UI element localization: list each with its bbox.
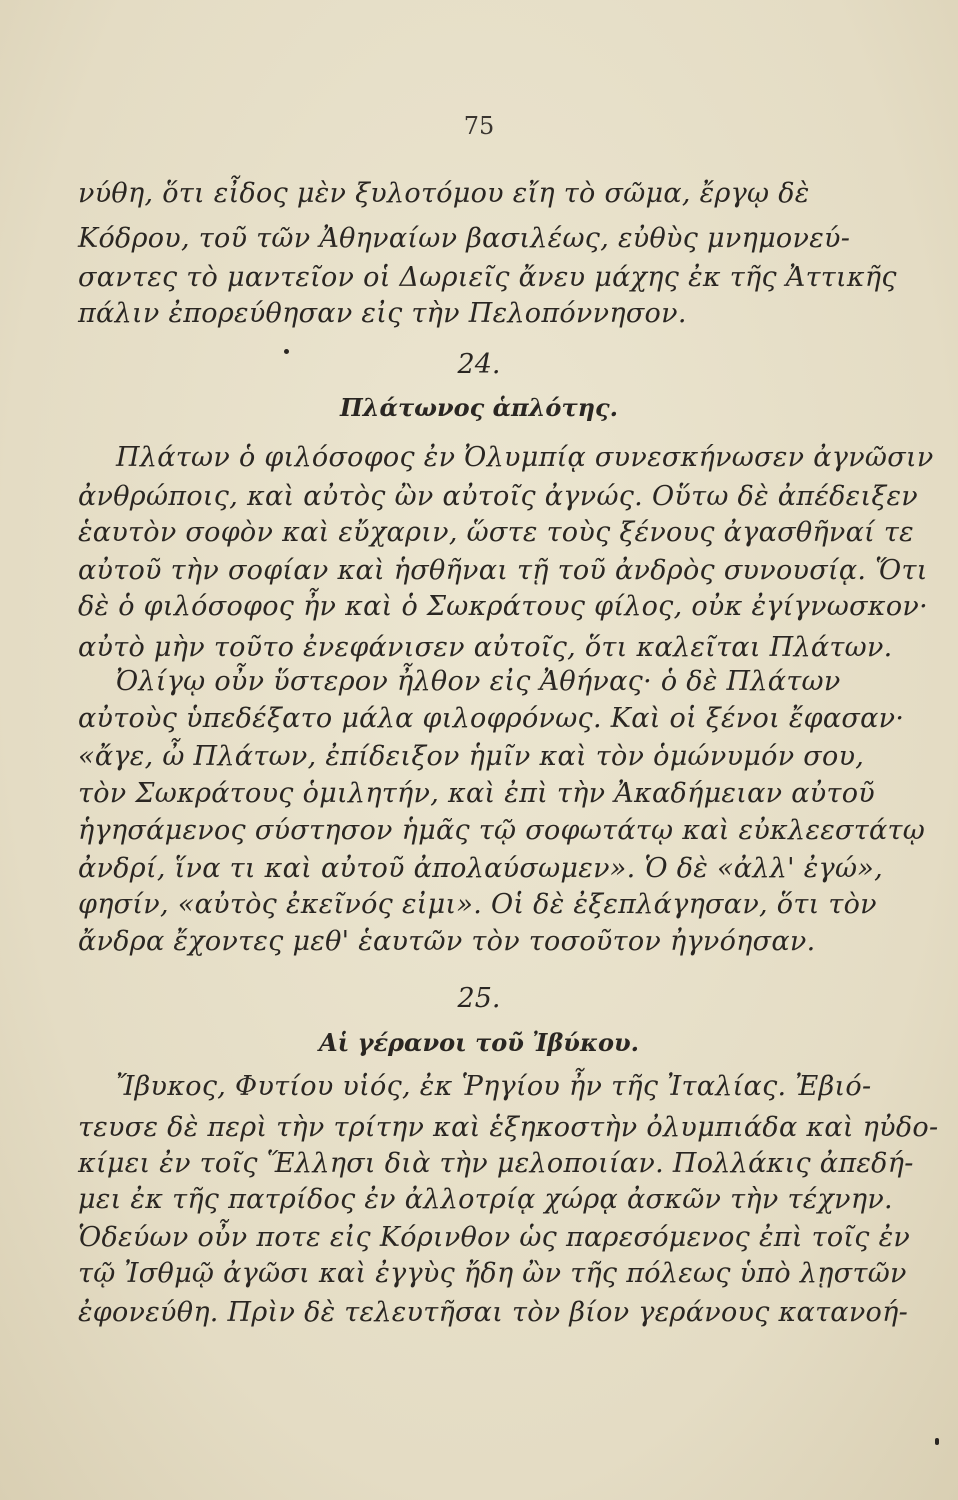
ink-speck xyxy=(935,1438,939,1445)
page-number: 75 xyxy=(463,112,495,140)
text-line: ἀνδρί, ἵνα τι καὶ αὐτοῦ ἀπολαύσωμεν». Ὁ δὲ «ἀλλ' ἐγώ», xyxy=(78,853,884,884)
text-line: Ἴβυκος, Φυτίου υἱός, ἐκ Ῥηγίου ἦν τῆς Ἰταλίας. Ἐβιό- xyxy=(116,1071,872,1102)
text-line: νύθη, ὅτι εἶδος μὲν ξυλοτόμου εἴη τὸ σῶμα, ἔργῳ δὲ xyxy=(78,178,810,209)
text-line: Πλάτων ὁ φιλόσοφος ἐν Ὀλυμπίᾳ συνεσκήνωσεν ἀγνῶσιν xyxy=(116,442,934,473)
text-line: δὲ ὁ φιλόσοφος ἦν καὶ ὁ Σωκράτους φίλος, οὐκ ἐγίγνωσκον· xyxy=(78,591,928,622)
section-24-number: 24. xyxy=(457,349,501,380)
text-line: πάλιν ἐπορεύθησαν εἰς τὴν Πελοπόννησον. xyxy=(78,298,687,329)
section-25-title: Αἱ γέρανοι τοῦ Ἰβύκου. xyxy=(319,1028,639,1057)
text-line: κίμει ἐν τοῖς Ἕλλησι διὰ τὴν μελοποιίαν. Πολλάκις ἀπεδή- xyxy=(78,1148,914,1179)
text-line: Ὁδεύων οὖν ποτε εἰς Κόρινθον ὡς παρεσόμενος ἐπὶ τοῖς ἐν xyxy=(78,1222,911,1253)
text-line: Ὀλίγῳ οὖν ὕστερον ἦλθον εἰς Ἀθήνας· ὁ δὲ Πλάτων xyxy=(116,666,841,697)
text-line: ἡγησάμενος σύστησον ἡμᾶς τῷ σοφωτάτῳ καὶ εὐκλεεστάτῳ xyxy=(78,815,926,846)
text-line: αὐτὸ μὴν τοῦτο ἐνεφάνισεν αὐτοῖς, ὅτι καλεῖται Πλάτων. xyxy=(78,632,893,663)
text-line: φησίν, «αὐτὸς ἐκεῖνός εἰμι». Οἱ δὲ ἐξεπλάγησαν, ὅτι τὸν xyxy=(78,889,877,920)
text-line: ἐφονεύθη. Πρὶν δὲ τελευτῆσαι τὸν βίον γεράνους κατανοή- xyxy=(78,1297,909,1328)
section-24-title: Πλάτωνος ἁπλότης. xyxy=(339,393,619,422)
text-line: ἄνδρα ἔχοντες μεθ' ἑαυτῶν τὸν τοσοῦτον ἠγνόησαν. xyxy=(78,926,816,957)
text-line: τὸν Σωκράτους ὁμιλητήν, καὶ ἐπὶ τὴν Ἀκαδήμειαν αὐτοῦ xyxy=(78,778,875,809)
text-line: «ἄγε, ὦ Πλάτων, ἐπίδειξον ἡμῖν καὶ τὸν ὁμώνυμόν σου, xyxy=(78,741,865,772)
section-25-number: 25. xyxy=(457,983,501,1014)
text-line: ἑαυτὸν σοφὸν καὶ εὔχαριν, ὥστε τοὺς ξένους ἀγασθῆναί τε xyxy=(78,517,914,548)
text-line: ἀνθρώποις, καὶ αὐτὸς ὢν αὐτοῖς ἀγνώς. Οὕτω δὲ ἀπέδειξεν xyxy=(78,481,919,512)
text-line: τῷ Ἰσθμῷ ἀγῶσι καὶ ἐγγὺς ἤδη ὢν τῆς πόλεως ὑπὸ λῃστῶν xyxy=(78,1258,907,1289)
text-line: αὐτοῦ τὴν σοφίαν καὶ ἡσθῆναι τῇ τοῦ ἀνδρὸς συνουσίᾳ. Ὅτι xyxy=(78,555,928,586)
text-line: Κόδρου, τοῦ τῶν Ἀθηναίων βασιλέως, εὐθὺς μνημονεύ- xyxy=(78,223,851,254)
text-line: τευσε δὲ περὶ τὴν τρίτην καὶ ἑξηκοστὴν ὀλυμπιάδα καὶ ηὐδο- xyxy=(78,1112,939,1143)
text-line: αὐτοὺς ὑπεδέξατο μάλα φιλοφρόνως. Καὶ οἱ ξένοι ἔφασαν· xyxy=(78,703,905,734)
text-line: μει ἐκ τῆς πατρίδος ἐν ἀλλοτρίᾳ χώρᾳ ἀσκῶν τὴν τέχνην. xyxy=(78,1184,893,1215)
text-line: σαντες τὸ μαντεῖον οἱ Δωριεῖς ἄνευ μάχης ἐκ τῆς Ἀττικῆς xyxy=(78,262,897,293)
